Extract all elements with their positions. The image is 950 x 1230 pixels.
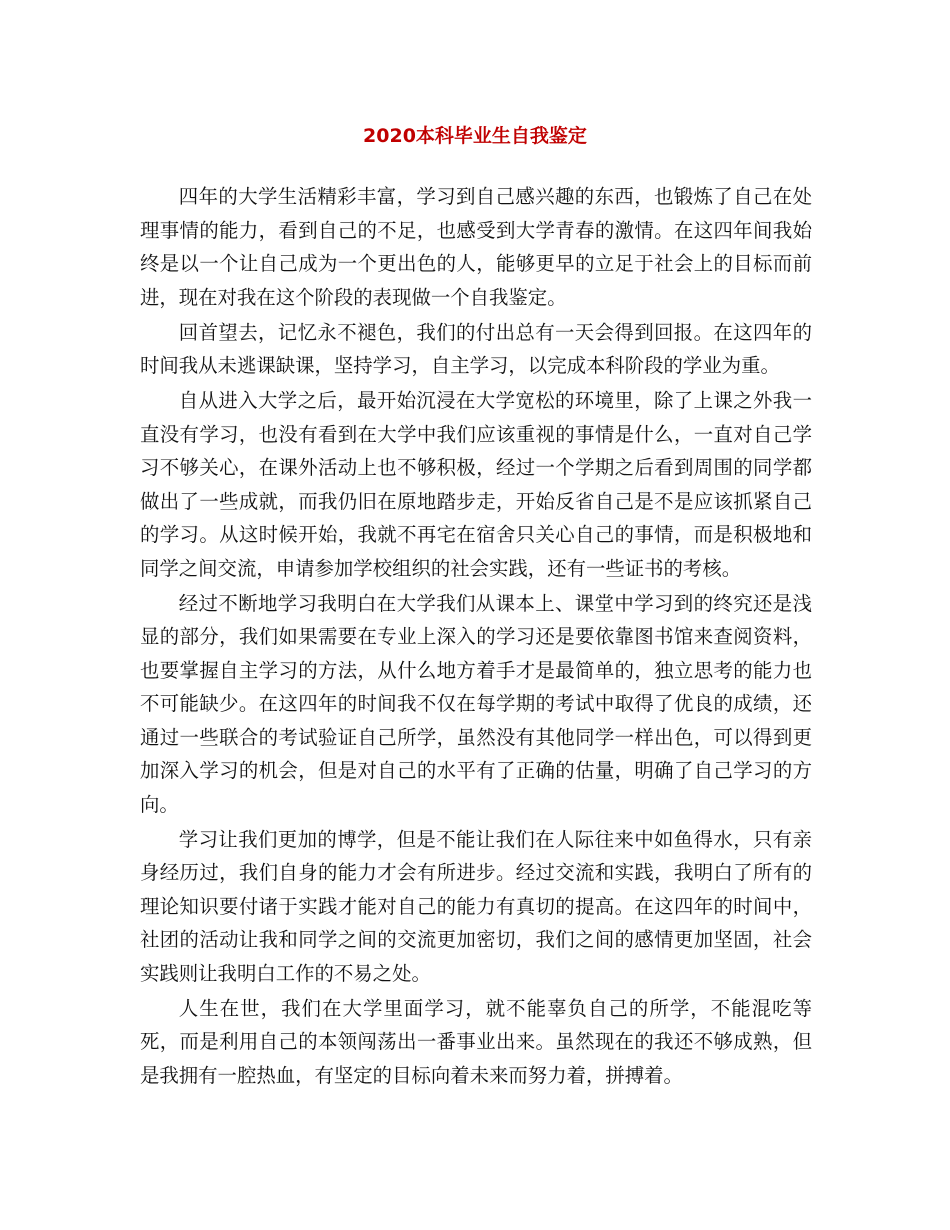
paragraph-4: 经过不断地学习我明白在大学我们从课本上、课堂中学习到的终究还是浅显的部分，我们如果需要在专业上深入的学习还是要依靠图书馆来查阅资料，也要掌握自主学习的方法，从什么地方着手才是最简单的，独立思考的能力也不可能缺少。在这四年的时间我不仅在每学期的考试中取得了优良的成绩，还通过一些联合的考试验证自己所学，虽然没有其他同学一样出色，可以得到更加深入学习的机会，但是对自己的水平有了正确的估量，明确了自己学习的方向。 xyxy=(140,591,812,816)
paragraph-2: 回首望去，记忆永不褪色，我们的付出总有一天会得到回报。在这四年的时间我从未逃课缺课，坚持学习，自主学习，以完成本科阶段的学业为重。 xyxy=(140,320,812,377)
paragraph-3: 自从进入大学之后，最开始沉浸在大学宽松的环境里，除了上课之外我一直没有学习，也没有看到在大学中我们应该重视的事情是什么，一直对自己学习不够关心，在课外活动上也不够积极，经过一个学期之后看到周围的同学都做出了一些成就，而我仍旧在原地踏步走，开始反省自己是不是应该抓紧自己的学习。从这时候开始，我就不再宅在宿舍只关心自己的事情，而是积极地和同学之间交流，申请参加学校组织的社会实践，还有一些证书的考核。 xyxy=(140,389,812,580)
paragraph-1: 四年的大学生活精彩丰富，学习到自己感兴趣的东西，也锻炼了自己在处理事情的能力，看到自己的不足，也感受到大学青春的激情。在这四年间我始终是以一个让自己成为一个更出色的人，能够更早的立足于社会上的目标而前进，现在对我在这个阶段的表现做一个自我鉴定。 xyxy=(140,185,812,309)
paragraph-6: 人生在世，我们在大学里面学习，就不能辜负自己的所学，不能混吃等死，而是利用自己的本领闯荡出一番事业出来。虽然现在的我还不够成熟，但是我拥有一腔热血，有坚定的目标向着未来而努力着，拼搏着。 xyxy=(140,996,812,1087)
page-title: 2020本科毕业生自我鉴定 xyxy=(363,125,587,147)
document-body xyxy=(140,180,812,1094)
paragraph-5: 学习让我们更加的博学，但是不能让我们在人际往来中如鱼得水，只有亲身经历过，我们自身的能力才会有所进步。经过交流和实践，我明白了所有的理论知识要付诸于实践才能对自己的能力有真切的提高。在这四年的时间中，社团的活动让我和同学之间的交流更加密切，我们之间的感情更加坚固，社会实践则让我明白工作的不易之处。 xyxy=(140,827,812,985)
